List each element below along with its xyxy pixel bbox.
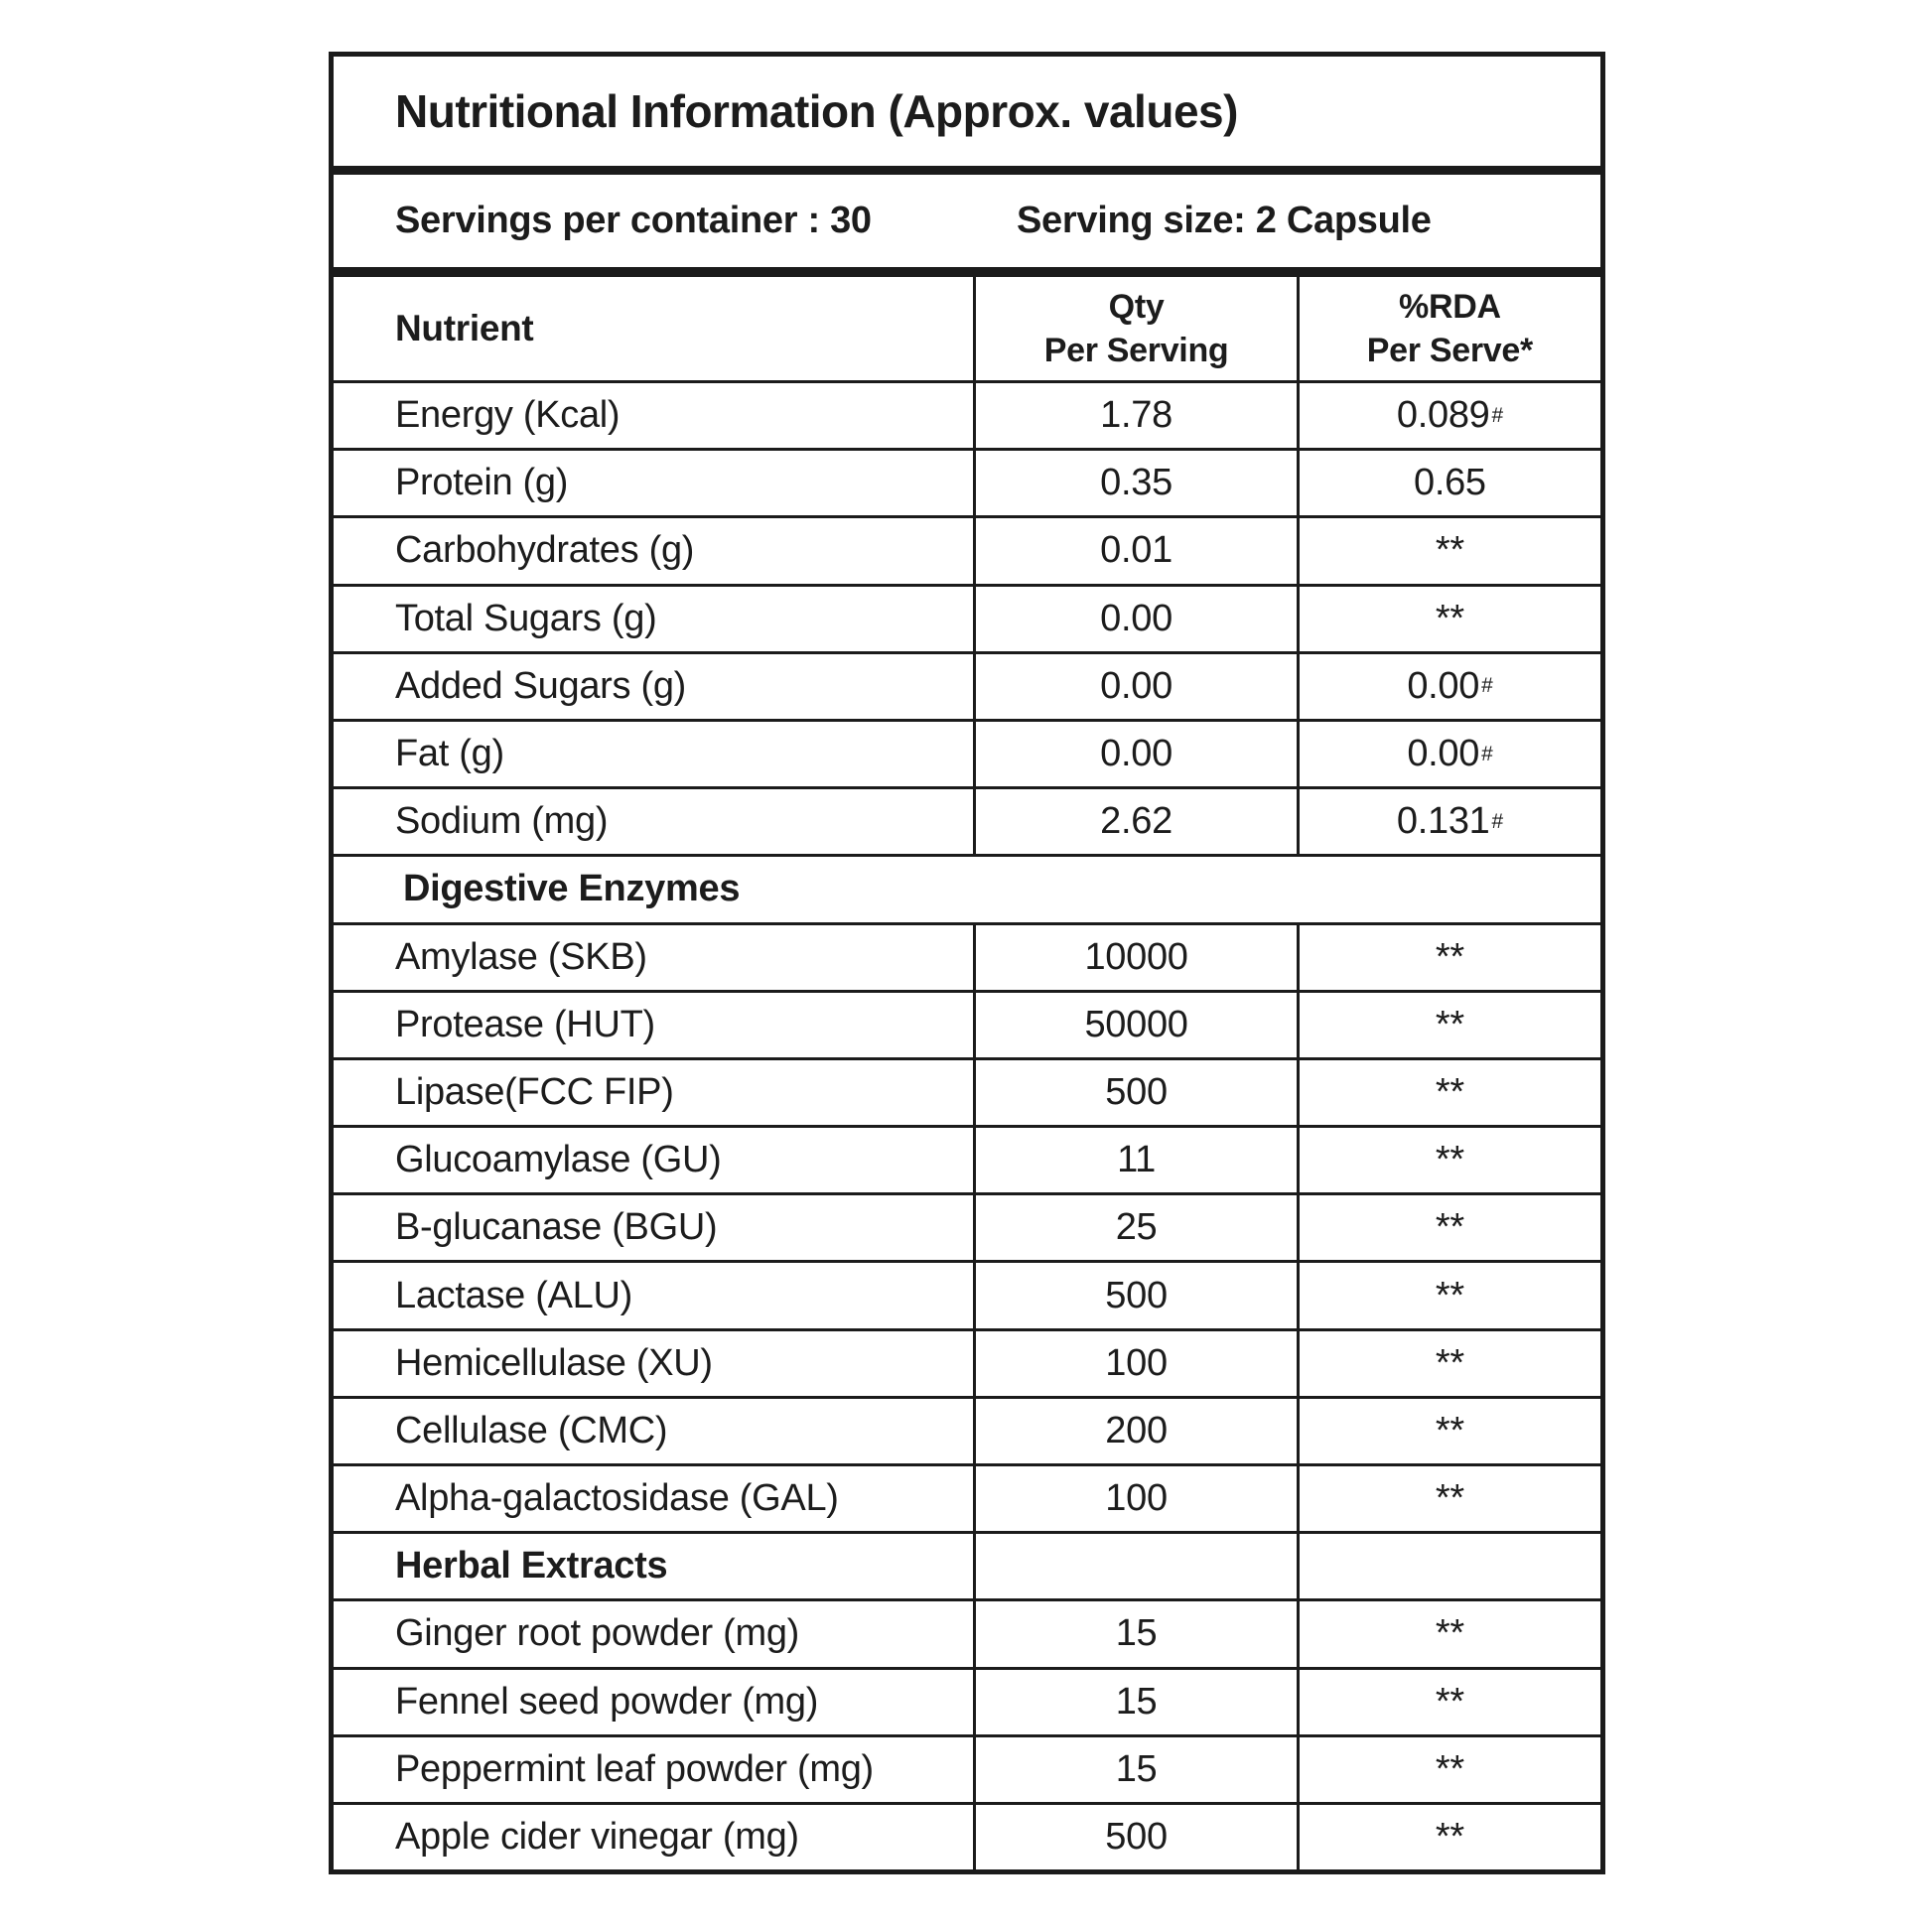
column-header-nutrient: Nutrient bbox=[395, 308, 534, 348]
qty-cell: 15 bbox=[973, 1601, 1296, 1666]
nutrient-cell: Protein (g) bbox=[395, 462, 569, 504]
servings-per-container-label: Servings per container : 30 bbox=[395, 200, 872, 241]
table-row bbox=[334, 1734, 1600, 1802]
rda-cell: ** bbox=[1297, 993, 1600, 1057]
table-row bbox=[334, 584, 1600, 651]
qty-cell: 0.00 bbox=[973, 654, 1296, 719]
table-row bbox=[334, 719, 1600, 786]
rda-cell: ** bbox=[1297, 1466, 1600, 1531]
qty-cell: 25 bbox=[973, 1195, 1296, 1260]
nutrient-cell: Ginger root powder (mg) bbox=[395, 1612, 800, 1655]
qty-cell: 100 bbox=[973, 1466, 1296, 1531]
qty-cell: 200 bbox=[973, 1399, 1296, 1463]
rda-cell: ** bbox=[1297, 1263, 1600, 1327]
qty-cell: 15 bbox=[973, 1670, 1296, 1734]
qty-cell: 11 bbox=[973, 1128, 1296, 1192]
table-row bbox=[334, 1328, 1600, 1396]
rda-cell: ** bbox=[1297, 1195, 1600, 1260]
rda-cell: ** bbox=[1297, 1670, 1600, 1734]
rda-cell: 0.00 # bbox=[1297, 722, 1600, 786]
table-row bbox=[334, 922, 1600, 990]
table-row bbox=[334, 651, 1600, 719]
nutrient-cell: Added Sugars (g) bbox=[395, 664, 687, 707]
table-row bbox=[334, 515, 1600, 583]
qty-cell: 100 bbox=[973, 1331, 1296, 1396]
section-header-row bbox=[334, 854, 1600, 921]
column-header-qty bbox=[973, 277, 1296, 380]
table-row bbox=[334, 1463, 1600, 1531]
serving-size-label: Serving size: 2 Capsule bbox=[1017, 200, 1432, 241]
nutrient-cell: Energy (Kcal) bbox=[395, 394, 621, 437]
nutrient-cell: Cellulase (CMC) bbox=[395, 1409, 668, 1451]
table-row bbox=[334, 1802, 1600, 1869]
rda-cell: ** bbox=[1297, 1601, 1600, 1666]
nutrient-cell: B-glucanase (BGU) bbox=[395, 1206, 718, 1249]
qty-cell bbox=[973, 1534, 1296, 1598]
qty-cell: 10000 bbox=[973, 925, 1296, 990]
divider-bar-bottom bbox=[334, 267, 1600, 277]
table-row bbox=[334, 1260, 1600, 1327]
nutrient-cell: Hemicellulase (XU) bbox=[395, 1341, 713, 1384]
nutrient-cell: Lactase (ALU) bbox=[395, 1274, 632, 1316]
rda-cell: ** bbox=[1297, 587, 1600, 651]
table-row bbox=[334, 380, 1600, 448]
nutrient-cell: Total Sugars (g) bbox=[395, 597, 657, 639]
table-row bbox=[334, 1192, 1600, 1260]
nutrient-cell: Digestive Enzymes bbox=[403, 868, 741, 910]
nutrient-cell: Herbal Extracts bbox=[395, 1545, 668, 1587]
qty-cell: 50000 bbox=[973, 993, 1296, 1057]
rda-cell: ** bbox=[1297, 1737, 1600, 1802]
qty-cell: 0.00 bbox=[973, 722, 1296, 786]
rda-cell: ** bbox=[1297, 1399, 1600, 1463]
divider-bar-top bbox=[334, 166, 1600, 175]
rda-cell: ** bbox=[1297, 1060, 1600, 1125]
nutrition-facts-panel bbox=[329, 52, 1605, 1874]
column-header-rda bbox=[1297, 277, 1600, 380]
column-header-qty-line2: Per Serving bbox=[1043, 332, 1229, 369]
nutrient-cell: Sodium (mg) bbox=[395, 800, 609, 843]
section-header-row bbox=[334, 1531, 1600, 1598]
rda-cell: 0.65 bbox=[1297, 451, 1600, 515]
qty-cell: 500 bbox=[973, 1060, 1296, 1125]
nutrient-cell: Glucoamylase (GU) bbox=[395, 1139, 722, 1181]
rda-cell: ** bbox=[1297, 1331, 1600, 1396]
nutrient-cell: Fat (g) bbox=[395, 733, 504, 775]
column-header-rda-line1: %RDA bbox=[1399, 287, 1501, 326]
qty-cell: 15 bbox=[973, 1737, 1296, 1802]
nutrient-cell: Alpha-galactosidase (GAL) bbox=[395, 1477, 839, 1520]
servings-row bbox=[334, 175, 1600, 267]
rda-cell: 0.00 # bbox=[1297, 654, 1600, 719]
column-header-qty-line1: Qty bbox=[1108, 287, 1165, 326]
rda-cell: 0.089 # bbox=[1297, 383, 1600, 448]
table-header-row bbox=[334, 277, 1600, 380]
rda-cell: ** bbox=[1297, 925, 1600, 990]
nutrient-cell: Peppermint leaf powder (mg) bbox=[395, 1747, 874, 1790]
column-header-rda-line2: Per Serve* bbox=[1366, 332, 1533, 369]
table-row bbox=[334, 1667, 1600, 1734]
panel-title: Nutritional Information (Approx. values) bbox=[395, 85, 1238, 137]
table-row bbox=[334, 990, 1600, 1057]
rda-cell: ** bbox=[1297, 1128, 1600, 1192]
table-row bbox=[334, 1598, 1600, 1666]
rda-cell: ** bbox=[1297, 1805, 1600, 1869]
rda-cell: ** bbox=[1297, 518, 1600, 583]
qty-cell: 1.78 bbox=[973, 383, 1296, 448]
qty-cell: 2.62 bbox=[973, 789, 1296, 854]
nutrient-cell: Protease (HUT) bbox=[395, 1003, 655, 1045]
nutrient-cell: Amylase (SKB) bbox=[395, 935, 647, 978]
nutrient-cell: Apple cider vinegar (mg) bbox=[395, 1816, 799, 1859]
table-row bbox=[334, 1125, 1600, 1192]
qty-cell: 500 bbox=[973, 1263, 1296, 1327]
table-row bbox=[334, 448, 1600, 515]
table-row bbox=[334, 1057, 1600, 1125]
nutrient-cell: Carbohydrates (g) bbox=[395, 529, 695, 572]
qty-cell: 0.01 bbox=[973, 518, 1296, 583]
table-row bbox=[334, 786, 1600, 854]
qty-cell: 0.00 bbox=[973, 587, 1296, 651]
table-rows bbox=[334, 380, 1600, 1869]
nutrient-cell: Fennel seed powder (mg) bbox=[395, 1680, 819, 1723]
nutrient-cell: Lipase(FCC FIP) bbox=[395, 1070, 674, 1113]
qty-cell: 500 bbox=[973, 1805, 1296, 1869]
table-row bbox=[334, 1396, 1600, 1463]
qty-cell: 0.35 bbox=[973, 451, 1296, 515]
rda-cell bbox=[1297, 1534, 1600, 1598]
rda-cell: 0.131 # bbox=[1297, 789, 1600, 854]
